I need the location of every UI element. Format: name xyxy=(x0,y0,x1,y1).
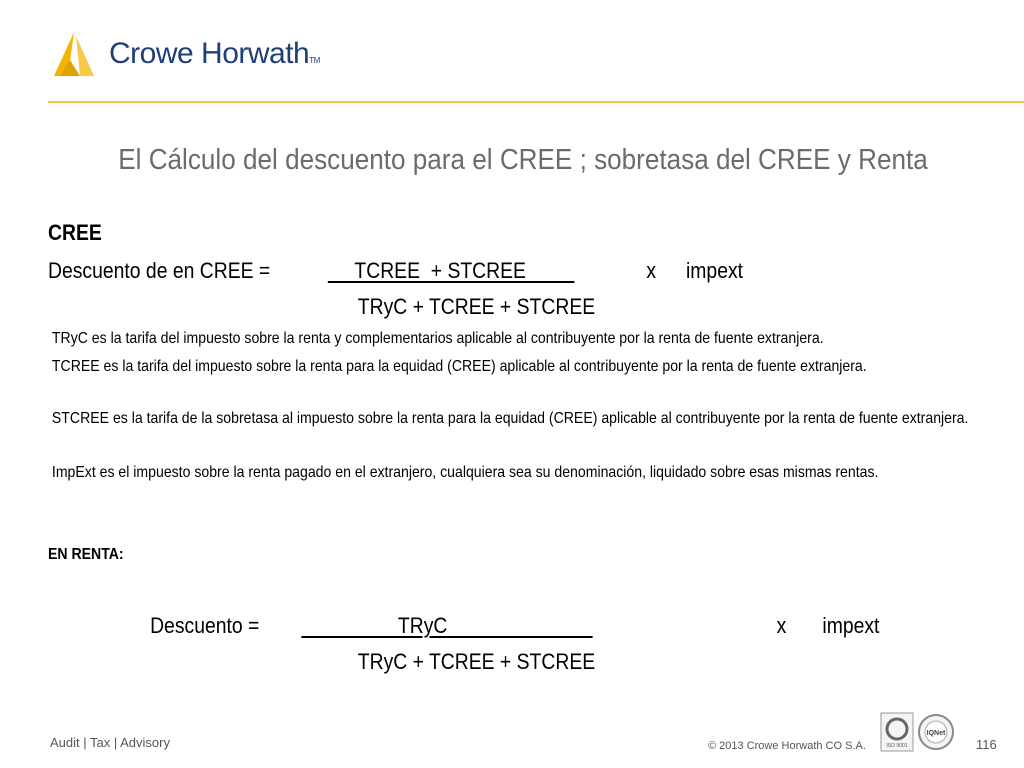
renta-heading: EN RENTA: xyxy=(48,546,124,563)
logo-wordmark xyxy=(109,37,320,71)
definition-impext-text: ImpExt es el impuesto sobre la renta pagado en el extranjero, cualquiera sea su denominación, liquidado sobre esas mismas rentas. xyxy=(51,464,879,481)
cree-formula-denominator: TRyC + TCREE + STCREE xyxy=(357,294,596,319)
brand-name: Crowe Horwath xyxy=(109,37,310,70)
cree-formula-numerator: TCREE + STCREE xyxy=(327,258,575,283)
iso-badge-label: ISO 9001 xyxy=(886,743,908,749)
cree-multiplier: impext xyxy=(686,258,744,283)
cree-heading: CREE xyxy=(48,220,102,245)
definition-tryc-text: TRyC es la tarifa del impuesto sobre la renta y complementarios aplicable al contribuyente por la renta de fuente extranjera. xyxy=(51,330,824,347)
header-divider xyxy=(48,101,1024,103)
triangle-logo-icon xyxy=(50,30,100,78)
renta-times-sign: x xyxy=(776,613,787,638)
slide-title: El Cálculo del descuento para el CREE ; sobretasa del CREE y Renta xyxy=(118,144,928,176)
iso-certification-badge-icon xyxy=(880,712,914,752)
renta-formula-numerator: TRyC xyxy=(301,613,593,638)
renta-multiplier: impext xyxy=(822,613,880,638)
footer-copyright: © 2013 Crowe Horwath CO S.A. xyxy=(708,740,866,752)
slide-content xyxy=(48,220,998,700)
footer-services: Audit | Tax | Advisory xyxy=(50,735,170,750)
cree-times-sign: x xyxy=(646,258,657,283)
renta-formula-denominator: TRyC + TCREE + STCREE xyxy=(357,649,596,674)
definition-stcree xyxy=(48,406,990,432)
renta-formula-label: Descuento = xyxy=(150,613,260,638)
iqnet-certification-badge-icon xyxy=(918,712,954,752)
page-number: 116 xyxy=(976,737,997,752)
definition-impext xyxy=(48,460,990,486)
definition-tcree xyxy=(48,354,990,380)
cree-formula-label: Descuento de en CREE = xyxy=(48,258,271,283)
trademark: TM xyxy=(309,56,320,65)
iqnet-badge-label: IQNet xyxy=(926,730,946,737)
content-body xyxy=(48,220,998,700)
definition-stcree-text: STCREE es la tarifa de la sobretasa al impuesto sobre la renta para la equidad (CREE) aplicable al contribuyente por la renta de fuente extranjera. xyxy=(51,410,969,427)
definition-tryc xyxy=(48,326,990,352)
definition-tcree-text: TCREE es la tarifa del impuesto sobre la renta para la equidad (CREE) aplicable al contribuyente por la renta de fuente extranjera. xyxy=(51,358,867,375)
crowe-horwath-logo xyxy=(50,30,330,80)
